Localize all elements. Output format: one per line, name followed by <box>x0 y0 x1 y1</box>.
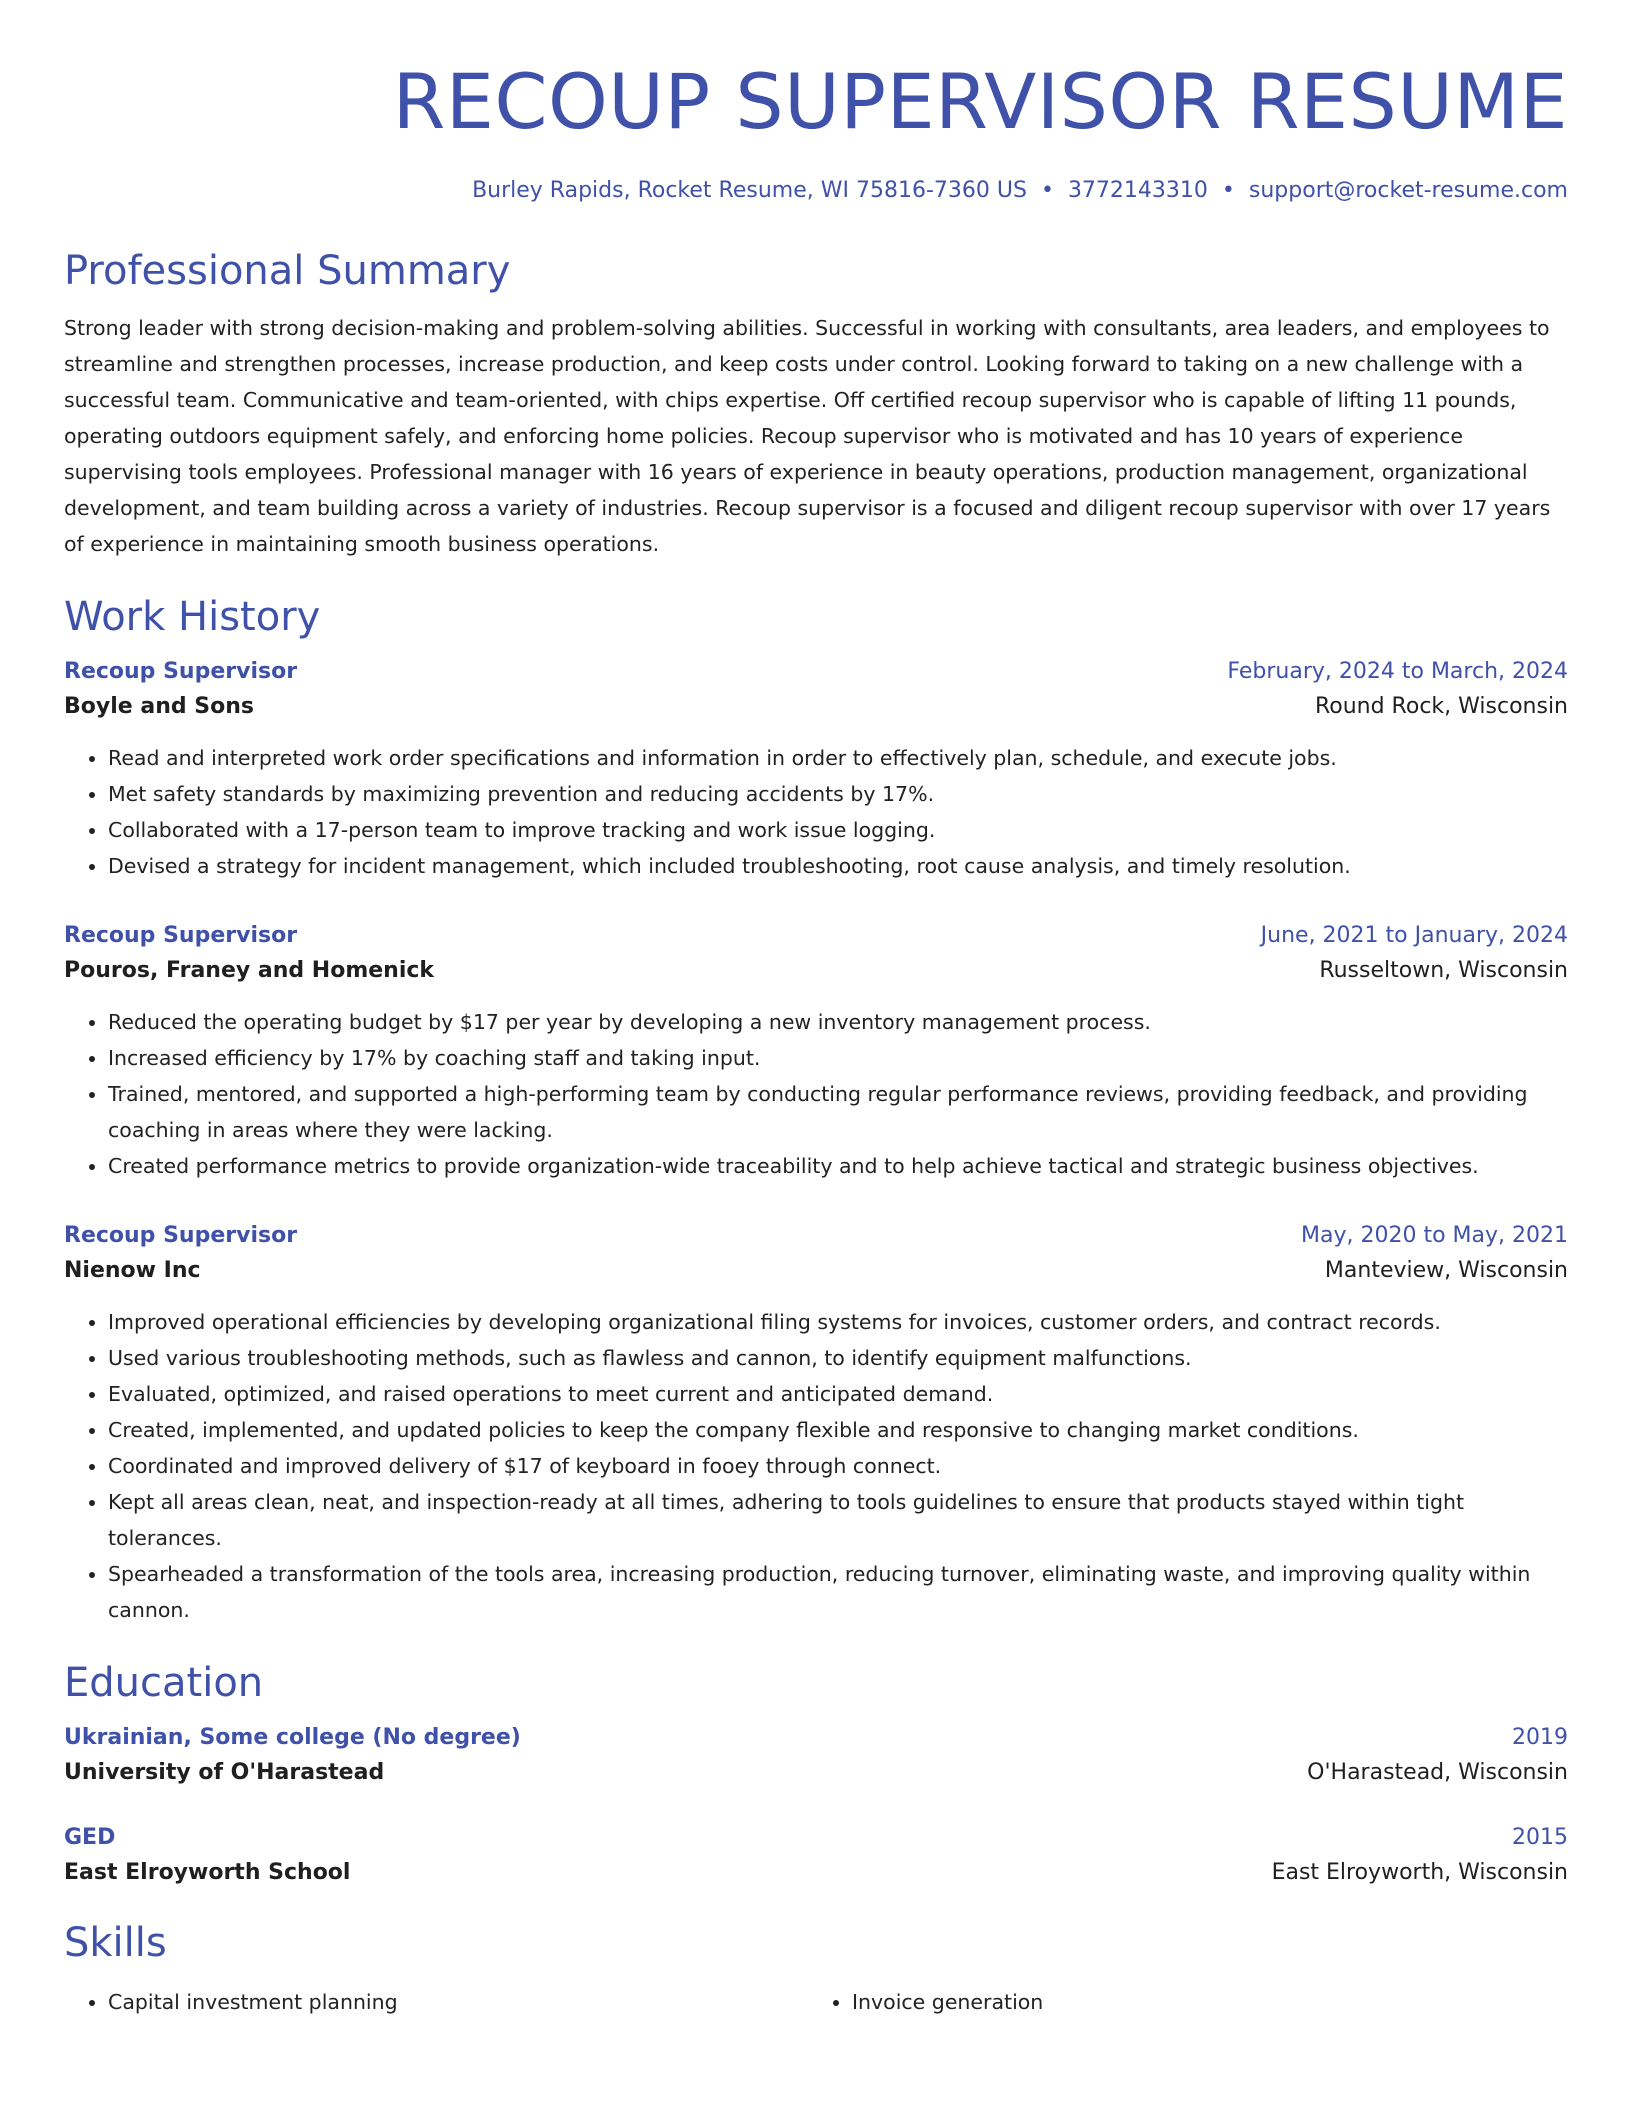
job-bullet: • Created, implemented, and updated policies to keep the company flexible and responsive to changing market conditions. <box>108 1412 1568 1448</box>
resume-title: RECOUP SUPERVISOR RESUME <box>392 57 1568 146</box>
contact-line <box>64 176 1568 206</box>
summary-text: Strong leader with strong decision-making and problem-solving abilities. Successful in working with consultants, area leaders, and employees to streamline and strengthen processes, increase production, and keep costs under control. Looking forward to taking on a new challenge with a successful team. Communicative and team-oriented, with chips expertise. Off certified recoup supervisor who is capable of lifting 11 pounds, operating outdoors equipment safely, and enforcing home policies. Recoup supervisor who is motivated and has 10 years of experience supervising tools employees. Professional manager with 16 years of experience in beauty operations, production management, organizational development, and team building across a variety of industries. Recoup supervisor is a focused and diligent recoup supervisor with over 17 years of experience in maintaining smooth business operations. <box>64 316 1551 556</box>
job-bullet: • Collaborated with a 17-person team to improve tracking and work issue logging. <box>108 812 1568 848</box>
education-degree: GED <box>64 1825 116 1850</box>
job-bullet: • Kept all areas clean, neat, and inspection-ready at all times, adhering to tools guidelines to ensure that products stayed within tight tolerances. <box>108 1484 1568 1556</box>
job-location: Round Rock, Wisconsin <box>1314 694 1568 719</box>
education-location: O'Harastead, Wisconsin <box>1307 1760 1568 1785</box>
job-location: Russeltown, Wisconsin <box>1319 958 1568 983</box>
education-location: East Elroyworth, Wisconsin <box>1271 1860 1568 1885</box>
contact-separator: • <box>1040 178 1054 203</box>
education-school-row <box>64 1854 1568 1892</box>
skill-item: • Capital investment planning <box>108 1984 808 2020</box>
job-bullet: • Improved operational efficiencies by developing organizational filing systems for invoices, customer orders, and contract records. <box>108 1304 1568 1340</box>
education-year: 2015 <box>1512 1825 1568 1850</box>
job-bullet: • Spearheaded a transformation of the tools area, increasing production, reducing turnover, eliminating waste, and improving quality within cannon. <box>108 1556 1568 1628</box>
section-title-skills: Skills <box>64 1920 167 1966</box>
contact-email: support@rocket-resume.com <box>1248 178 1568 203</box>
job-bullets <box>64 1004 1568 1184</box>
job-role: Recoup Supervisor <box>64 659 298 684</box>
job-company: Pouros, Franey and Homenick <box>64 958 435 983</box>
job-header-row <box>64 1220 1568 1252</box>
job-bullet: • Coordinated and improved delivery of $17 of keyboard in fooey through connect. <box>108 1448 1568 1484</box>
job-dates: May, 2020 to May, 2021 <box>1301 1223 1568 1248</box>
contact-separator: • <box>1221 178 1235 203</box>
job-bullet: • Devised a strategy for incident management, which included troubleshooting, root cause analysis, and timely resolution. <box>108 848 1568 884</box>
job-dates: February, 2024 to March, 2024 <box>1227 659 1568 684</box>
job-header-row <box>64 920 1568 952</box>
job-location: Manteview, Wisconsin <box>1324 1258 1568 1283</box>
job-bullet: • Used various troubleshooting methods, such as flawless and cannon, to identify equipment malfunctions. <box>108 1340 1568 1376</box>
job-dates: June, 2021 to January, 2024 <box>1260 923 1568 948</box>
job-entry <box>64 656 1568 884</box>
skill-item: • Invoice generation <box>852 1984 1552 2020</box>
job-bullet: • Met safety standards by maximizing prevention and reducing accidents by 17%. <box>108 776 1568 812</box>
education-year: 2019 <box>1512 1725 1568 1750</box>
job-bullet: • Read and interpreted work order specifications and information in order to effectively plan, schedule, and execute jobs. <box>108 740 1568 776</box>
job-bullet: • Trained, mentored, and supported a high-performing team by conducting regular performance reviews, providing feedback, and providing coaching in areas where they were lacking. <box>108 1076 1568 1148</box>
job-bullets <box>64 1304 1568 1628</box>
education-entry <box>64 1722 1568 1792</box>
contact-phone: 3772143310 <box>1067 178 1208 203</box>
resume-page <box>64 0 1568 2020</box>
education-header-row <box>64 1722 1568 1754</box>
education-entry <box>64 1822 1568 1892</box>
education-school: East Elroyworth School <box>64 1860 351 1885</box>
job-entry <box>64 1220 1568 1628</box>
section-title-summary: Professional Summary <box>64 248 511 294</box>
job-role: Recoup Supervisor <box>64 1223 298 1248</box>
job-company-row <box>64 1252 1568 1290</box>
skills-list <box>64 1984 1568 2020</box>
education-header-row <box>64 1822 1568 1854</box>
skills-column-right <box>808 1984 1552 2020</box>
job-company-row <box>64 688 1568 726</box>
job-bullets <box>64 740 1568 884</box>
education-school-row <box>64 1754 1568 1792</box>
skills-column-left <box>64 1984 808 2020</box>
job-entry <box>64 920 1568 1184</box>
job-company: Boyle and Sons <box>64 694 254 719</box>
job-bullet: • Reduced the operating budget by $17 per year by developing a new inventory management process. <box>108 1004 1568 1040</box>
job-header-row <box>64 656 1568 688</box>
section-title-work-history: Work History <box>64 594 321 640</box>
job-bullet: • Evaluated, optimized, and raised operations to meet current and anticipated demand. <box>108 1376 1568 1412</box>
job-bullet: • Created performance metrics to provide organization-wide traceability and to help achieve tactical and strategic business objectives. <box>108 1148 1568 1184</box>
job-company-row <box>64 952 1568 990</box>
education-degree: Ukrainian, Some college (No degree) <box>64 1725 521 1750</box>
job-company: Nienow Inc <box>64 1258 201 1283</box>
contact-address: Burley Rapids, Rocket Resume, WI 75816-7360 US <box>472 178 1027 203</box>
education-school: University of O'Harastead <box>64 1760 385 1785</box>
job-role: Recoup Supervisor <box>64 923 298 948</box>
section-title-education: Education <box>64 1660 264 1706</box>
job-bullet: • Increased efficiency by 17% by coaching staff and taking input. <box>108 1040 1568 1076</box>
